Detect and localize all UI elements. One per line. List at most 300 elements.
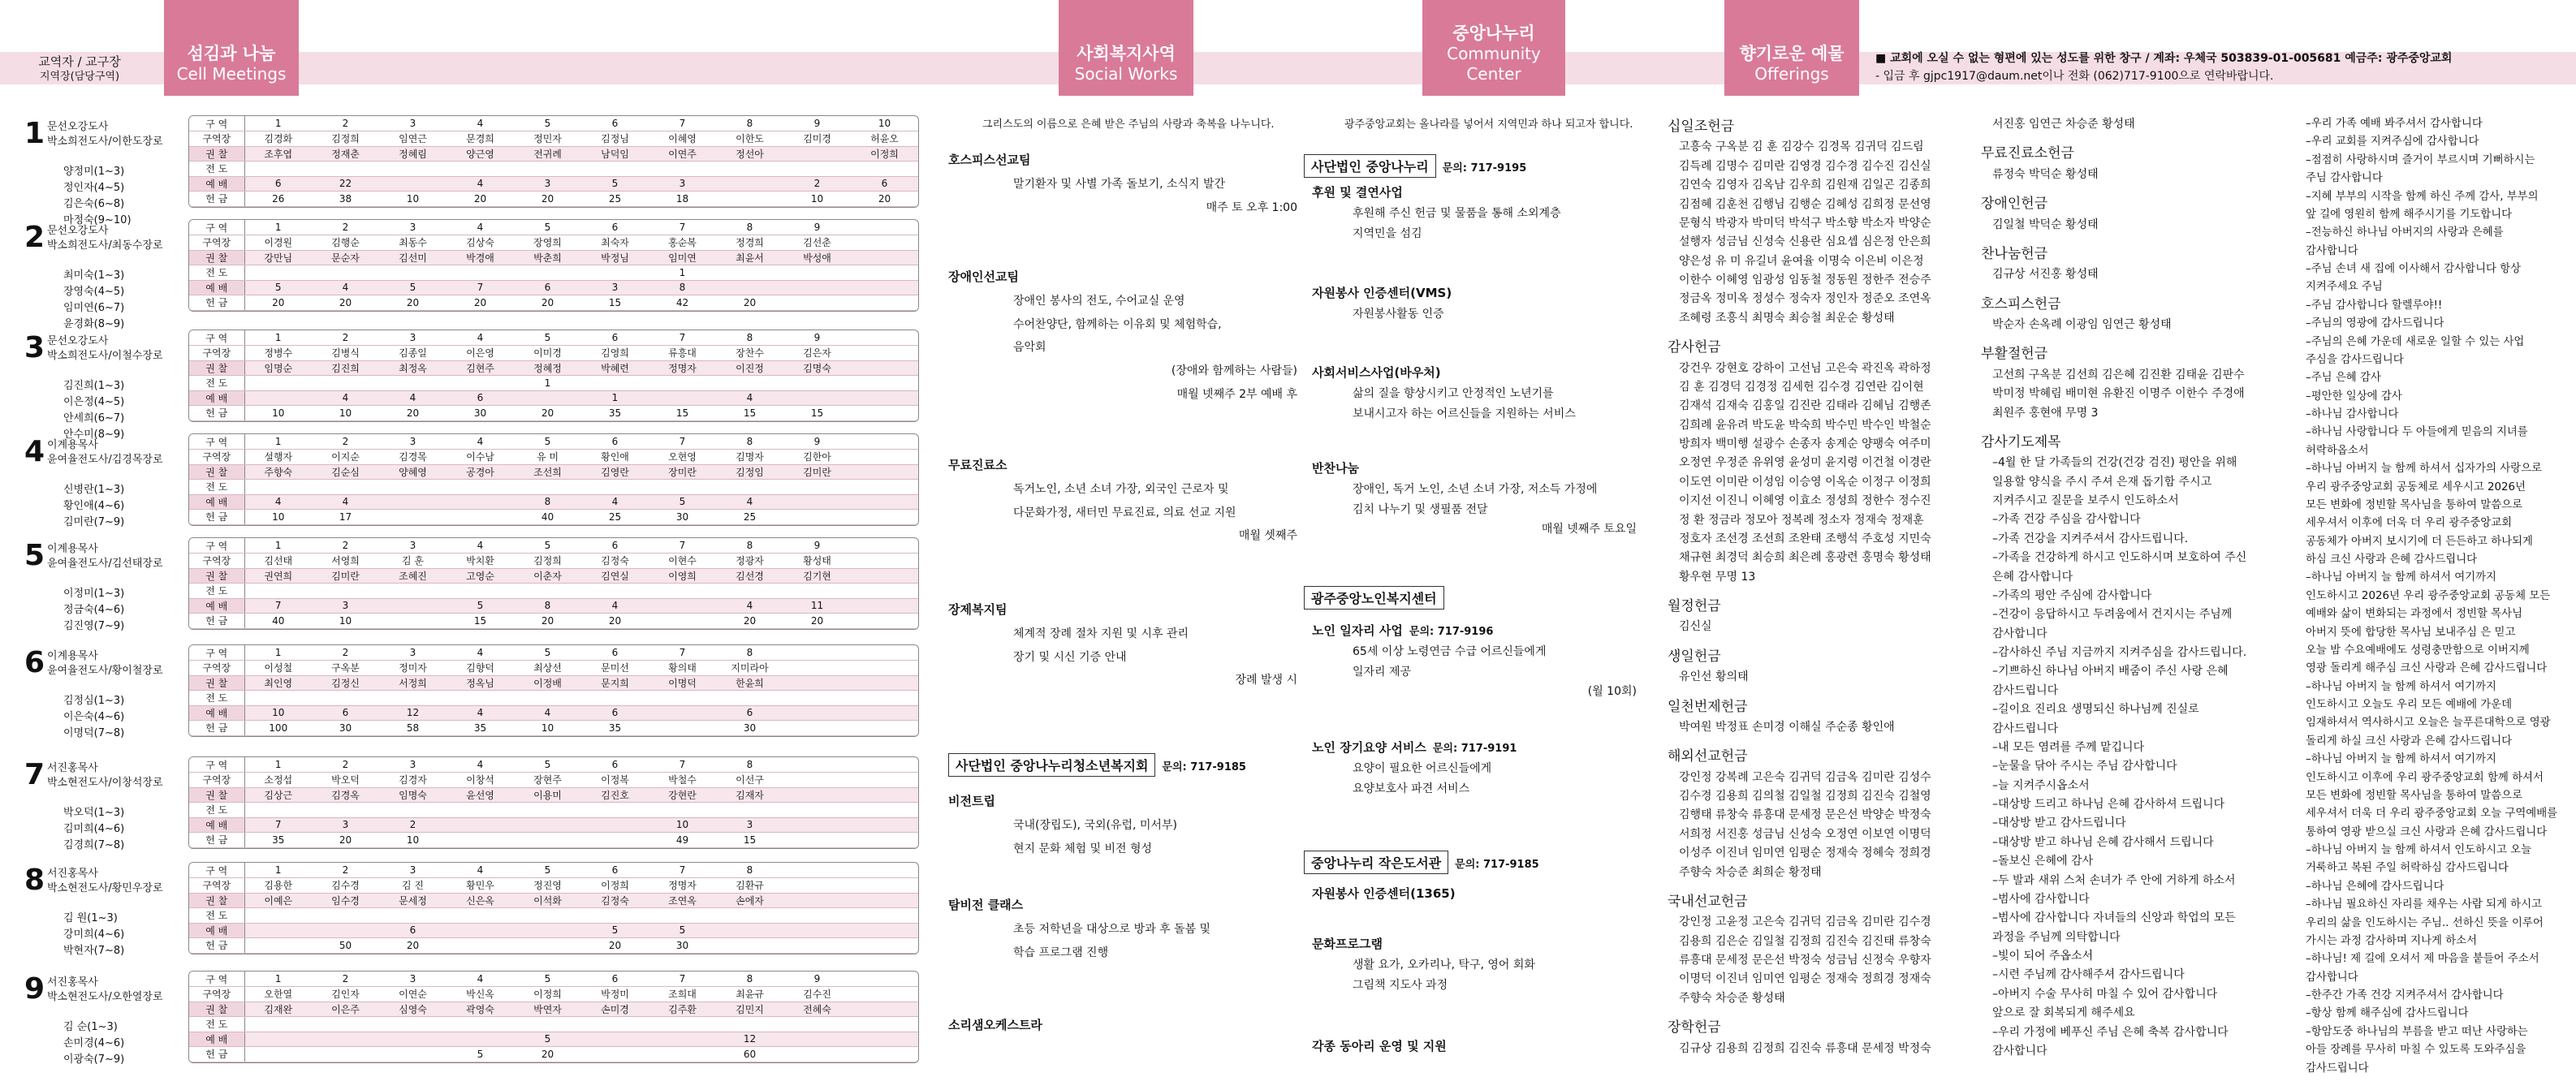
- table-cell: [851, 893, 918, 908]
- table-cell: [581, 162, 649, 177]
- table-cell: [244, 923, 312, 938]
- tab-en: Social Works: [1074, 64, 1178, 84]
- table-cell: [851, 554, 918, 569]
- table-cell: 황민우: [447, 878, 514, 894]
- table-row: [189, 908, 918, 924]
- table-row: [189, 131, 918, 147]
- table-cell: 58: [379, 721, 447, 736]
- row-label: 구 역: [189, 538, 244, 554]
- row-label: 권 찰: [189, 893, 244, 908]
- district-leaders: [63, 482, 124, 531]
- table-cell: 김영란: [581, 464, 649, 480]
- table-cell: [581, 584, 649, 599]
- table-cell: 김경옥: [312, 787, 379, 803]
- table-row: [189, 192, 918, 207]
- table-cell: 5: [581, 176, 649, 192]
- district-leader: 장영숙(4~5): [63, 286, 125, 299]
- table-cell: 정진영: [514, 878, 581, 894]
- table-cell: [783, 757, 851, 773]
- table-cell: [851, 494, 918, 510]
- table-cell: 10: [244, 705, 312, 721]
- offering-line: 우리 광주중앙교회 공동체로 세우시고 2026년: [2306, 480, 2526, 493]
- table-cell: [851, 787, 918, 803]
- row-label: 예 배: [189, 280, 244, 295]
- cell-table: [188, 219, 919, 312]
- table-cell: 8: [514, 598, 581, 614]
- offering-line: 아버지 뜻에 합당한 목사님 보내주심 은 믿고: [2306, 626, 2516, 639]
- table-row: [189, 330, 918, 346]
- program-title: 무료진료소: [948, 458, 1008, 472]
- district-leader: 이은숙(4~6): [63, 711, 125, 724]
- table-row: [189, 878, 918, 894]
- table-row: [189, 675, 918, 691]
- offering-line: 김점혜 김훈천 김행님 김행순 김혜성 김희정 문선영: [1679, 197, 1931, 211]
- table-cell: 4: [716, 390, 783, 406]
- table-cell: [783, 938, 851, 954]
- table-cell: 박철수: [649, 773, 716, 788]
- table-cell: 42: [649, 295, 716, 311]
- table-cell: [244, 376, 312, 391]
- table-cell: [312, 923, 379, 938]
- table-cell: [447, 691, 514, 706]
- table-cell: [851, 721, 918, 736]
- table-cell: 이수남: [447, 450, 514, 465]
- table-cell: 이미경: [514, 346, 581, 361]
- table-cell: [379, 614, 447, 629]
- table-cell: 최윤서: [716, 250, 783, 265]
- offering-column: [1981, 115, 2289, 1061]
- program-line: 김치 나누기 및 생필품 전달: [1353, 502, 1488, 516]
- offering-line: 방희자 백미행 설광수 손종자 송계순 양팽숙 여주미: [1679, 437, 1931, 450]
- table-row: [189, 494, 918, 510]
- program-lines: [948, 814, 1297, 860]
- table-cell: [514, 480, 581, 495]
- offering-line: 이한수 이혜영 임광성 임동철 정동원 정한주 전승주: [1679, 274, 1931, 287]
- offering-line: 주향숙 차승준 황성태: [1679, 991, 1785, 1005]
- row-label: 예 배: [189, 923, 244, 938]
- table-cell: 7: [649, 863, 716, 878]
- row-label: 전 도: [189, 803, 244, 818]
- table-cell: 40: [514, 510, 581, 525]
- pastor2: 박소희전도사: [47, 239, 109, 252]
- offering-line: 고흥숙 구옥분 김 훈 김강수 김경목 김귀덕 김드림: [1679, 140, 1924, 154]
- table-cell: 4: [447, 972, 514, 987]
- offering-line: –두 발과 새위 스처 손녀가 주 안에 거하게 하소서: [1992, 873, 2236, 887]
- district-leader: 김정심(1~3): [63, 695, 125, 707]
- row-label: 권 찰: [189, 1002, 244, 1017]
- table-cell: [649, 584, 716, 599]
- table-cell: 9: [783, 330, 851, 346]
- table-cell: 정미자: [379, 661, 447, 676]
- offering-line: 감사드립니다: [2306, 1062, 2369, 1075]
- offering-line: –평안한 일상에 감사: [2306, 390, 2402, 403]
- table-cell: 5: [514, 116, 581, 131]
- district-leader: 이은정(4~5): [63, 396, 125, 409]
- offering-title: 부활절헌금: [1981, 346, 2048, 363]
- offering-line: 허락하옵소서: [2306, 444, 2369, 457]
- table-cell: 김수경: [312, 878, 379, 894]
- table-cell: 30: [716, 721, 783, 736]
- offering-line: –우리 교회를 지켜주심에 감사합니다: [2306, 136, 2479, 149]
- table-cell: 박성애: [783, 250, 851, 265]
- offering-line: –하나님 아버지 늘 함께 하셔서 여기까지: [2306, 753, 2496, 766]
- program-block: [1312, 364, 1637, 424]
- offering-line: 설행자 성금님 신성숙 신용란 심요셉 심은정 안은희: [1679, 235, 1931, 249]
- table-cell: 5: [514, 757, 581, 773]
- table-cell: 5: [447, 598, 514, 614]
- offering-line: 정호자 조선경 조선희 조완태 조행석 주호성 지민숙: [1679, 532, 1931, 545]
- table-cell: [447, 833, 514, 848]
- cell-number: 5: [24, 539, 45, 572]
- table-cell: 15: [716, 406, 783, 421]
- table-cell: 6: [581, 645, 649, 661]
- district-leaders: [63, 586, 124, 635]
- table-cell: 최숙자: [581, 235, 649, 251]
- offering-line: 영광 돌리게 해주심 크신 사랑과 은혜 감사드립니다: [2306, 662, 2548, 675]
- pastor-name: 이계용목사: [47, 650, 98, 662]
- table-cell: 정선아: [716, 146, 783, 162]
- table-cell: 5: [581, 923, 649, 938]
- table-cell: 서정희: [379, 675, 447, 691]
- table-row: [189, 464, 918, 480]
- district-leader: 김은숙(6~8): [63, 198, 125, 211]
- table-cell: [851, 376, 918, 391]
- table-cell: [447, 923, 514, 938]
- table-cell: [851, 923, 918, 938]
- table-cell: 곽영숙: [447, 1002, 514, 1017]
- table-cell: 8: [716, 757, 783, 773]
- table-cell: 장현주: [514, 773, 581, 788]
- offering-title: 호스피스헌금: [1981, 295, 2061, 312]
- program-line: 후원해 주신 헌금 및 물품을 통해 소외계층: [1353, 207, 1561, 220]
- table-cell: [379, 598, 447, 614]
- table-cell: 조후엽: [244, 146, 312, 162]
- cell-table: [188, 756, 919, 849]
- table-cell: [851, 162, 918, 177]
- table-cell: 4: [312, 390, 379, 406]
- table-cell: [783, 833, 851, 848]
- table-cell: 4: [447, 645, 514, 661]
- table-cell: 20: [716, 614, 783, 629]
- table-cell: 7: [244, 817, 312, 833]
- table-cell: 6: [581, 757, 649, 773]
- offering-line: –길이요 진리요 생명되신 하나님께 진실로: [1992, 703, 2199, 717]
- table-row: [189, 773, 918, 788]
- table-cell: [716, 1017, 783, 1032]
- table-cell: 김미경: [783, 131, 851, 147]
- table-cell: [783, 146, 851, 162]
- row-label: 구역장: [189, 346, 244, 361]
- table-cell: 5: [514, 1032, 581, 1047]
- row-label: 권 찰: [189, 146, 244, 162]
- table-cell: 이혜영: [649, 131, 716, 147]
- offering-line: –주님 손녀 새 집에 이사해서 감사합니다 항상: [2306, 263, 2522, 275]
- table-cell: 26: [244, 192, 312, 207]
- offering-line: 박미정 박혜림 배미현 유환진 이명주 이한수 주경애: [1992, 387, 2245, 401]
- table-cell: 3: [379, 538, 447, 554]
- table-cell: 7: [649, 434, 716, 450]
- table-cell: 양근영: [447, 146, 514, 162]
- table-cell: 25: [716, 510, 783, 525]
- table-cell: [447, 510, 514, 525]
- table-cell: 7: [447, 280, 514, 295]
- table-cell: 김기현: [783, 568, 851, 584]
- table-cell: 문순자: [312, 250, 379, 265]
- table-cell: 손미경: [581, 1002, 649, 1017]
- pastor2-name: [47, 349, 163, 364]
- pastor2: 박소현전도사: [47, 776, 109, 789]
- table-cell: 8: [716, 972, 783, 987]
- program-title: 노인 일자리 사업: [1312, 623, 1403, 638]
- table-cell: 오현영: [649, 450, 716, 465]
- table-cell: 2: [312, 220, 379, 235]
- table-cell: 5: [649, 494, 716, 510]
- table-cell: 문미선: [581, 661, 649, 676]
- offering-line: 앞으로 잘 회복되게 해주세요: [1992, 1006, 2135, 1020]
- table-cell: 1: [244, 757, 312, 773]
- offering-line: –기쁘하신 하나님 아버지 배줌이 주신 사랑 은혜: [1992, 665, 2229, 679]
- offering-title: 생일헌금: [1668, 648, 1721, 665]
- table-cell: 김인자: [312, 987, 379, 1002]
- district-leader: 마정숙(9~10): [63, 214, 132, 227]
- table-cell: 양혜영: [379, 464, 447, 480]
- offering-line: 인도하시고 이후에 우리 광주중앙교회 함께 하셔서: [2306, 771, 2544, 784]
- table-row: [189, 360, 918, 376]
- offering-line: 김연숙 김영자 김옥남 김우희 김원재 김일곤 김종희: [1679, 179, 1931, 192]
- table-cell: [379, 691, 447, 706]
- table-cell: [447, 376, 514, 391]
- offering-line: 거룩하고 복된 주일 허락하심 감사드립니다: [2306, 862, 2509, 875]
- table-cell: 2: [312, 757, 379, 773]
- table-cell: [716, 938, 783, 954]
- cell-table-grid: [189, 645, 918, 736]
- table-cell: 김현주: [447, 360, 514, 376]
- table-cell: [716, 908, 783, 924]
- table-cell: 임미연: [649, 250, 716, 265]
- table-row: [189, 1017, 918, 1032]
- district-leaders: [63, 378, 124, 444]
- table-cell: [649, 614, 716, 629]
- program-line: 요양보호사 파견 서비스: [1353, 782, 1470, 795]
- table-cell: 2: [312, 645, 379, 661]
- offering-line: 김수경 김용희 김의철 김일철 김정희 김진숙 김철영: [1679, 790, 1931, 803]
- table-cell: [716, 584, 783, 599]
- program-title: 반찬나눔: [1312, 461, 1359, 476]
- table-cell: 정명자: [649, 878, 716, 894]
- table-row: [189, 116, 918, 131]
- program-line: 요양이 필요한 어르신들에게: [1353, 762, 1492, 775]
- table-cell: 박오덕: [312, 773, 379, 788]
- offering-line: –돌보신 은혜에 감사: [1992, 855, 2094, 868]
- table-cell: [851, 1032, 918, 1047]
- table-cell: [716, 691, 783, 706]
- table-cell: 정혜림: [379, 146, 447, 162]
- pastor2: 박소현전도사: [47, 881, 109, 894]
- row-label: 구 역: [189, 863, 244, 878]
- district-leaders: [63, 693, 124, 742]
- tab-social-works: [1059, 0, 1193, 96]
- table-cell: 7: [649, 972, 716, 987]
- table-cell: 강만님: [244, 250, 312, 265]
- table-cell: [447, 908, 514, 924]
- program-line: 매주 토 오후 1:00: [1206, 200, 1297, 214]
- table-cell: 김정숙: [581, 893, 649, 908]
- table-cell: [244, 1017, 312, 1032]
- offering-title: 장애인헌금: [1981, 196, 2048, 213]
- program-line: 학습 프로그램 진행: [1013, 946, 1109, 959]
- table-row: [189, 598, 918, 614]
- table-cell: [851, 705, 918, 721]
- offering-line: –가족 건강 주심을 감사합니다: [1992, 513, 2141, 527]
- table-cell: [783, 863, 851, 878]
- table-cell: 49: [649, 833, 716, 848]
- table-cell: 5: [514, 863, 581, 878]
- program-line: 삶의 질을 향상시키고 안정적인 노년기를: [1353, 387, 1554, 400]
- elder: /이한도장로: [108, 135, 163, 148]
- table-row: [189, 146, 918, 162]
- table-cell: [649, 721, 716, 736]
- table-cell: [379, 480, 447, 495]
- offering-line: –점점히 사랑하시며 즐거이 부르시며 기뻐하시는: [2306, 153, 2535, 166]
- table-cell: 이정배: [514, 675, 581, 691]
- table-cell: 김상근: [244, 787, 312, 803]
- offering-line: –가족의 평안 주심에 감사합니다: [1992, 588, 2152, 602]
- offering-line: 정 환 정금라 정모아 정복례 정소자 정재숙 정재훈: [1679, 513, 1924, 527]
- table-cell: 신은옥: [447, 893, 514, 908]
- program-block: [1312, 935, 1637, 995]
- program-line: (장애와 함께하는 사람들): [1171, 364, 1297, 378]
- table-cell: 이예은: [244, 893, 312, 908]
- table-cell: 1: [244, 330, 312, 346]
- program-title: 자원봉사 인증센터(VMS): [1312, 286, 1452, 300]
- table-cell: [649, 705, 716, 721]
- offering-line: 류정숙 박덕순 황성태: [1992, 167, 2099, 181]
- table-cell: 소정섭: [244, 773, 312, 788]
- table-cell: 7: [649, 757, 716, 773]
- table-cell: 10: [783, 192, 851, 207]
- pastor2: 박소현전도사: [47, 990, 109, 1003]
- pastor2-name: [47, 453, 163, 467]
- district-leader: 정인자(4~5): [63, 182, 125, 195]
- offering-line: –대상방 드리고 하나님 은혜 감사하셔 드립니다: [1992, 798, 2225, 811]
- offering-line: –아버지 수술 무사히 마칠 수 있어 감사합니다: [1992, 987, 2218, 1001]
- table-cell: 10: [244, 406, 312, 421]
- table-cell: [649, 480, 716, 495]
- offering-line: 주님 감사합니다: [2306, 172, 2383, 185]
- table-cell: 김미란: [312, 568, 379, 584]
- offering-title: 일천번제헌금: [1668, 698, 1748, 715]
- offering-line: –대상방 받고 감사드립니다: [1992, 816, 2126, 830]
- table-cell: 6: [581, 538, 649, 554]
- table-cell: 1: [649, 265, 716, 281]
- offering-line: 서희정 서진홍 성금님 신성숙 오정연 이보연 이명덕: [1679, 827, 1931, 841]
- row-label: 헌 금: [189, 295, 244, 311]
- program-block: [1312, 885, 1637, 905]
- table-cell: [851, 235, 918, 251]
- table-cell: [379, 265, 447, 281]
- district-leader: 이광숙(7~9): [63, 1053, 125, 1066]
- table-row: [189, 295, 918, 311]
- table-cell: 20: [514, 614, 581, 629]
- table-cell: [851, 1002, 918, 1017]
- offering-line: 박여원 박정표 손미경 이해실 주순종 황인애: [1679, 720, 1895, 734]
- table-cell: [851, 434, 918, 450]
- table-cell: [783, 878, 851, 894]
- table-cell: 6: [581, 434, 649, 450]
- table-cell: 5: [514, 220, 581, 235]
- offering-line: –가족 건강을 지켜주셔서 감사드립니다.: [1992, 532, 2189, 545]
- table-cell: 4: [716, 494, 783, 510]
- offering-line: 김일철 박덕순 황성태: [1992, 218, 2099, 231]
- table-cell: [379, 584, 447, 599]
- table-cell: 이용미: [514, 787, 581, 803]
- table-cell: 최상선: [514, 661, 581, 676]
- table-cell: 8: [716, 538, 783, 554]
- program-title: 탐비전 클래스: [948, 898, 1024, 912]
- table-cell: 김선경: [716, 568, 783, 584]
- table-cell: 1: [244, 220, 312, 235]
- table-cell: 6: [581, 863, 649, 878]
- row-label: 구역장: [189, 878, 244, 894]
- table-cell: 1: [244, 863, 312, 878]
- table-cell: 최정옥: [379, 360, 447, 376]
- cell-table-grid: [189, 863, 918, 954]
- row-label: 헌 금: [189, 614, 244, 629]
- table-row: [189, 1047, 918, 1062]
- row-label: 구 역: [189, 972, 244, 987]
- row-label: 헌 금: [189, 721, 244, 736]
- offering-line: –우리 가족 예배 봐주셔서 감사합니다: [2306, 118, 2483, 130]
- table-row: [189, 510, 918, 525]
- table-cell: [783, 675, 851, 691]
- table-cell: 조희대: [649, 987, 716, 1002]
- offering-line: 강인정 강복례 고은숙 김귀덕 김금옥 김미란 김성수: [1679, 770, 1931, 784]
- table-cell: 김정임: [716, 464, 783, 480]
- tab-ko: 중앙나누리: [1452, 23, 1535, 43]
- table-cell: 장찬수: [716, 346, 783, 361]
- table-cell: [851, 450, 918, 465]
- table-cell: 15: [783, 406, 851, 421]
- offering-title: 월정헌금: [1668, 598, 1721, 614]
- table-cell: 4: [447, 705, 514, 721]
- offering-line: –건강이 응답하시고 두려움에서 건지시는 주님께: [1992, 608, 2233, 622]
- row-label: 구역장: [189, 773, 244, 788]
- library-header-box: 중앙나누리 작은도서관: [1304, 851, 1448, 874]
- table-cell: 이정희: [581, 878, 649, 894]
- offering-line: 돌리게 하실 크신 사랑과 은혜 감사드립니다: [2306, 735, 2513, 747]
- table-cell: [447, 162, 514, 177]
- table-cell: 9: [783, 972, 851, 987]
- table-cell: [514, 1017, 581, 1032]
- program-block: [1312, 1037, 1637, 1058]
- offering-line: 서진홍 임연근 차승준 황성태: [1992, 118, 2135, 131]
- cell-number: 9: [24, 972, 45, 1006]
- table-cell: 20: [514, 1047, 581, 1062]
- program-lines: [1312, 204, 1637, 243]
- pastor-name: 이계용목사: [47, 543, 98, 555]
- offering-line: –하나님 필요하신 자리를 채우는 사람 되게 하시고: [2306, 898, 2542, 911]
- table-cell: [312, 803, 379, 818]
- table-cell: 허윤오: [851, 131, 918, 147]
- table-cell: 4: [716, 598, 783, 614]
- table-cell: [244, 938, 312, 954]
- table-cell: 임명숙: [379, 787, 447, 803]
- pastor2: 박소희전도사: [47, 135, 109, 148]
- table-cell: 박혜련: [581, 360, 649, 376]
- table-cell: [783, 908, 851, 924]
- table-row: [189, 434, 918, 450]
- table-cell: [783, 1017, 851, 1032]
